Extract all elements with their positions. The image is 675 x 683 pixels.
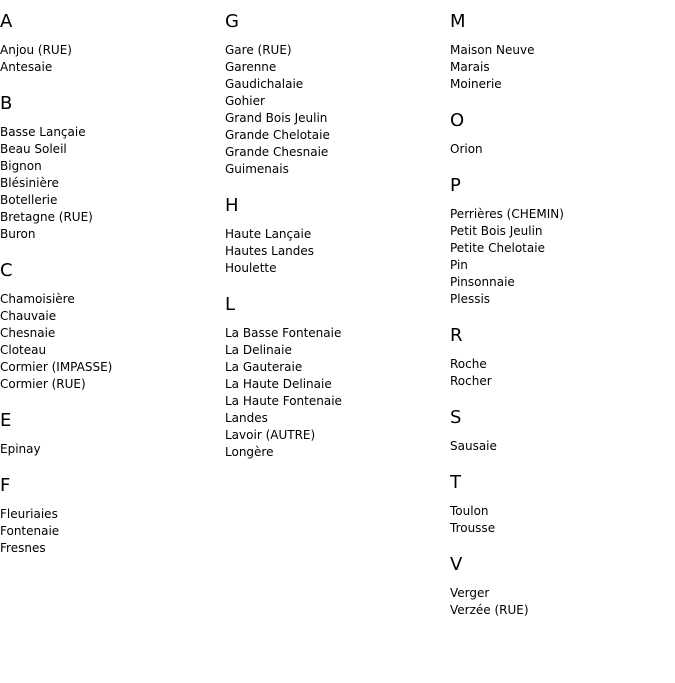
street-link[interactable]: Plessis <box>450 292 491 306</box>
letter-group <box>0 475 220 557</box>
street-link[interactable]: La Gauteraie <box>225 360 303 374</box>
letter-heading: B <box>0 93 13 114</box>
street-link[interactable]: Cormier (IMPASSE) <box>0 360 113 374</box>
letter-group <box>450 472 670 537</box>
letter-group <box>0 11 220 76</box>
street-link[interactable]: Sausaie <box>450 439 497 453</box>
letter-group <box>225 195 445 277</box>
street-link[interactable]: Antesaie <box>0 60 53 74</box>
index-column-2 <box>225 11 445 478</box>
street-link[interactable]: Petite Chelotaie <box>450 241 545 255</box>
letter-group <box>450 407 670 455</box>
letter-group <box>0 260 220 393</box>
street-link[interactable]: Toulon <box>450 504 489 518</box>
letter-group <box>225 11 445 178</box>
street-link[interactable]: Anjou (RUE) <box>0 43 72 57</box>
letter-heading: L <box>225 294 236 315</box>
street-link[interactable]: Moinerie <box>450 77 502 91</box>
street-link[interactable]: Longère <box>225 445 274 459</box>
street-link[interactable]: Perrières (CHEMIN) <box>450 207 564 221</box>
street-link[interactable]: Chamoisière <box>0 292 75 306</box>
street-link[interactable]: Chesnaie <box>0 326 56 340</box>
letter-heading: A <box>0 11 13 32</box>
street-link[interactable]: Grande Chelotaie <box>225 128 330 142</box>
street-link[interactable]: Houlette <box>225 261 277 275</box>
street-link[interactable]: Bignon <box>0 159 42 173</box>
letter-group <box>450 175 670 308</box>
street-link[interactable]: Landes <box>225 411 268 425</box>
letter-heading: E <box>0 410 12 431</box>
letter-heading: P <box>450 175 461 196</box>
street-link[interactable]: Fleuriaies <box>0 507 58 521</box>
street-link[interactable]: La Basse Fontenaie <box>225 326 342 340</box>
street-link[interactable]: Blésinière <box>0 176 59 190</box>
street-link[interactable]: Grand Bois Jeulin <box>225 111 328 125</box>
street-link[interactable]: Marais <box>450 60 490 74</box>
index-column-3 <box>450 11 670 636</box>
street-link[interactable]: Chauvaie <box>0 309 57 323</box>
letter-heading: V <box>450 554 463 575</box>
letter-group <box>225 294 445 461</box>
index-column-1 <box>0 11 220 574</box>
street-link[interactable]: Pin <box>450 258 468 272</box>
street-link[interactable]: Haute Lançaie <box>225 227 312 241</box>
street-link[interactable]: Maison Neuve <box>450 43 535 57</box>
street-link[interactable]: Grande Chesnaie <box>225 145 329 159</box>
street-link[interactable]: Orion <box>450 142 483 156</box>
street-link[interactable]: Verzée (RUE) <box>450 603 529 617</box>
street-link[interactable]: Basse Lançaie <box>0 125 86 139</box>
street-link[interactable]: Cloteau <box>0 343 47 357</box>
street-link[interactable]: Buron <box>0 227 36 241</box>
street-link[interactable]: Trousse <box>450 521 496 535</box>
street-link[interactable]: Bretagne (RUE) <box>0 210 93 224</box>
street-link[interactable]: La Delinaie <box>225 343 292 357</box>
letter-group <box>450 11 670 93</box>
letter-group <box>450 325 670 390</box>
street-link[interactable]: Epinay <box>0 442 41 456</box>
letter-group <box>450 554 670 619</box>
letter-heading: O <box>450 110 465 131</box>
street-link[interactable]: Gare (RUE) <box>225 43 292 57</box>
letter-heading: M <box>450 11 466 32</box>
street-link[interactable]: La Haute Delinaie <box>225 377 332 391</box>
letter-heading: S <box>450 407 462 428</box>
street-link[interactable]: Hautes Landes <box>225 244 315 258</box>
street-link[interactable]: Rocher <box>450 374 492 388</box>
letter-heading: R <box>450 325 463 346</box>
street-link[interactable]: Guimenais <box>225 162 289 176</box>
street-link[interactable]: Lavoir (AUTRE) <box>225 428 316 442</box>
letter-heading: T <box>450 472 461 493</box>
street-link[interactable]: Fontenaie <box>0 524 60 538</box>
street-link[interactable]: Gaudichalaie <box>225 77 304 91</box>
street-link[interactable]: Gohier <box>225 94 265 108</box>
street-link[interactable]: Petit Bois Jeulin <box>450 224 543 238</box>
street-link[interactable]: Botellerie <box>0 193 58 207</box>
letter-heading: C <box>0 260 13 281</box>
street-link[interactable]: Cormier (RUE) <box>0 377 86 391</box>
street-link[interactable]: La Haute Fontenaie <box>225 394 342 408</box>
street-link[interactable]: Garenne <box>225 60 277 74</box>
letter-group <box>450 110 670 158</box>
letter-group <box>0 93 220 243</box>
letter-heading: G <box>225 11 239 32</box>
street-link[interactable]: Fresnes <box>0 541 46 555</box>
street-link[interactable]: Verger <box>450 586 490 600</box>
street-link[interactable]: Pinsonnaie <box>450 275 515 289</box>
letter-heading: F <box>0 475 11 496</box>
letter-heading: H <box>225 195 239 216</box>
letter-group <box>0 410 220 458</box>
street-link[interactable]: Beau Soleil <box>0 142 67 156</box>
street-link[interactable]: Roche <box>450 357 487 371</box>
